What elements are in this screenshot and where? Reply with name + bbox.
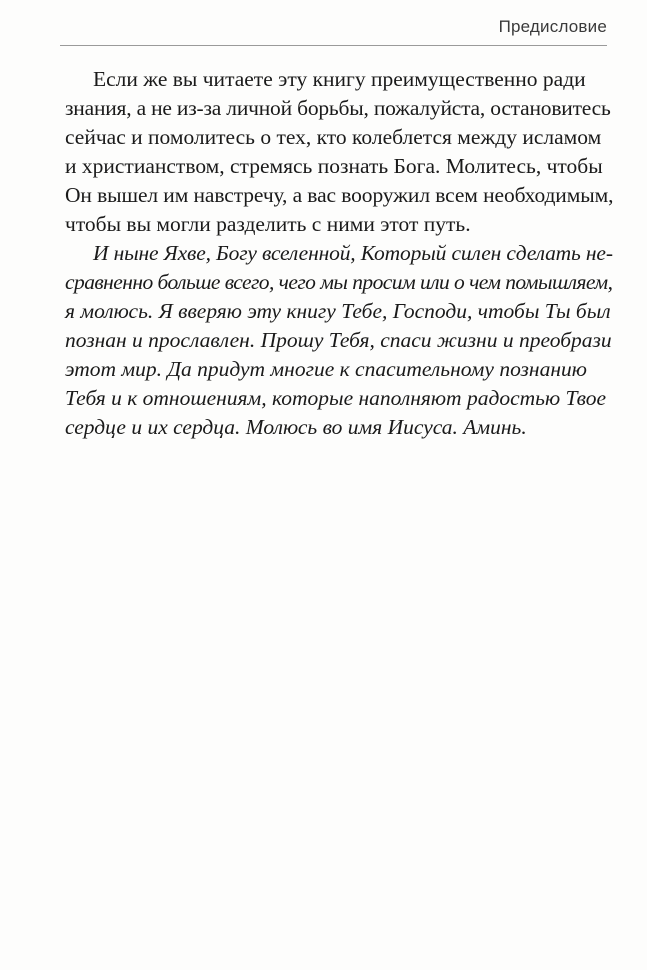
text-line: Он вышел им навстречу, а вас вооружил всем необходимым, xyxy=(65,183,614,207)
paragraph-regular xyxy=(65,65,613,239)
text-line: сейчас и помолитесь о тех, кто колеблется между исламом xyxy=(65,125,602,149)
paragraph-italic-prayer xyxy=(65,239,613,442)
text-line: Тебя и к отношениям, которые наполняют радостью Твое xyxy=(65,386,606,410)
running-header xyxy=(60,0,607,46)
text-line: и христианством, стремясь познать Бога. Молитесь, чтобы xyxy=(65,154,603,178)
text-line: этот мир. Да придут многие к спасительному познанию xyxy=(65,357,587,381)
text-line: я молюсь. Я вверяю эту книгу Тебе, Господи, чтобы Ты был xyxy=(65,299,611,323)
text-line: чтобы вы могли разделить с ними этот путь. xyxy=(65,212,471,236)
text-line: И ныне Яхве, Богу вселенной, Который силен сделать не- xyxy=(93,241,613,265)
body-text xyxy=(65,65,613,442)
text-line: сердце и их сердца. Молюсь во имя Иисуса. Аминь. xyxy=(65,415,527,439)
running-header-title: Предисловие xyxy=(498,17,607,36)
text-line: Если же вы читаете эту книгу преимущественно ради xyxy=(93,67,586,91)
text-line: познан и прославлен. Прошу Тебя, спаси жизни и преобрази xyxy=(65,328,612,352)
text-line: сравненно больше всего, чего мы просим или о чем помышляем, xyxy=(65,270,613,294)
text-line: знания, а не из-за личной борьбы, пожалуйста, остановитесь xyxy=(65,96,611,120)
